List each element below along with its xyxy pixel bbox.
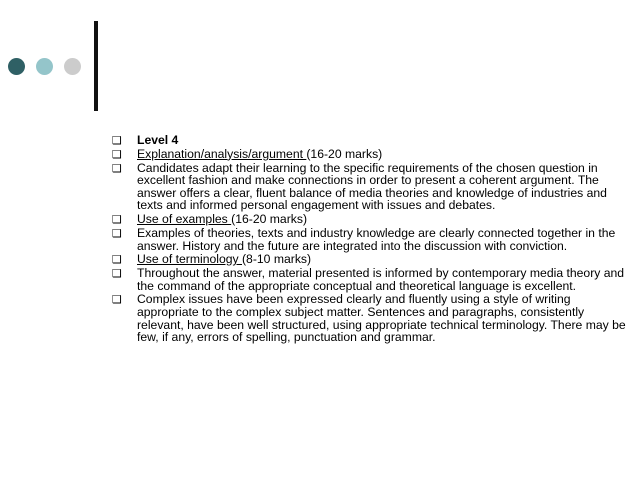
examples-heading: Use of examples — [137, 212, 232, 227]
criteria-list — [108, 134, 628, 345]
list-item-level-heading — [108, 134, 628, 147]
decorative-dot-dark — [8, 58, 25, 75]
bullet-icon: ❑ — [112, 226, 122, 240]
list-item-terminology-desc — [108, 267, 628, 292]
list-item-examples-desc — [108, 227, 628, 252]
bullet-icon: ❑ — [112, 147, 122, 161]
list-item-explanation-desc — [108, 162, 628, 212]
examples-description: Examples of theories, texts and industry knowledge are clearly connected together in the answer. History and the future are integrated into the discussion with conviction. — [137, 225, 616, 253]
decorative-dot-light — [36, 58, 53, 75]
explanation-description: Candidates adapt their learning to the specific requirements of the chosen question in excellent fashion and make connections in order to present a coherent argument. The answer offers a clear, fluent balance of media theories and knowledge of industries and texts and informed personal engagement with issues and debates. — [137, 160, 607, 213]
list-item-complex-issues — [108, 293, 628, 343]
terminology-heading: Use of terminology — [137, 252, 242, 267]
bullet-icon: ❑ — [112, 213, 122, 227]
bullet-icon: ❑ — [112, 267, 122, 281]
explanation-heading: Explanation/analysis/argument — [137, 146, 307, 161]
decorative-dot-grey — [64, 58, 81, 75]
list-item-examples — [108, 213, 628, 226]
terminology-description: Throughout the answer, material presented is informed by contemporary media theory and the command of the appropriate conceptual and theoretical language is excellent. — [137, 266, 625, 293]
bullet-icon: ❑ — [112, 253, 122, 267]
bullet-icon: ❑ — [112, 161, 122, 175]
complex-issues-description: Complex issues have been expressed clearly and fluently using a style of writing appropriate to the complex subject matter. Sentences and paragraphs, consistently relevant, have been well structured, using appropriate technical terminology. There may be few, if any, errors of spelling, punctuation and grammar. — [137, 292, 626, 345]
terminology-marks: (8-10 marks) — [242, 252, 312, 267]
bullet-icon: ❑ — [112, 134, 122, 147]
examples-marks: (16-20 marks) — [231, 212, 308, 227]
list-item-explanation — [108, 148, 628, 161]
decorative-vertical-bar — [94, 21, 98, 111]
level-heading: Level 4 — [137, 133, 179, 147]
explanation-marks: (16-20 marks) — [306, 146, 383, 161]
bullet-icon: ❑ — [112, 293, 122, 307]
list-item-terminology — [108, 253, 628, 266]
